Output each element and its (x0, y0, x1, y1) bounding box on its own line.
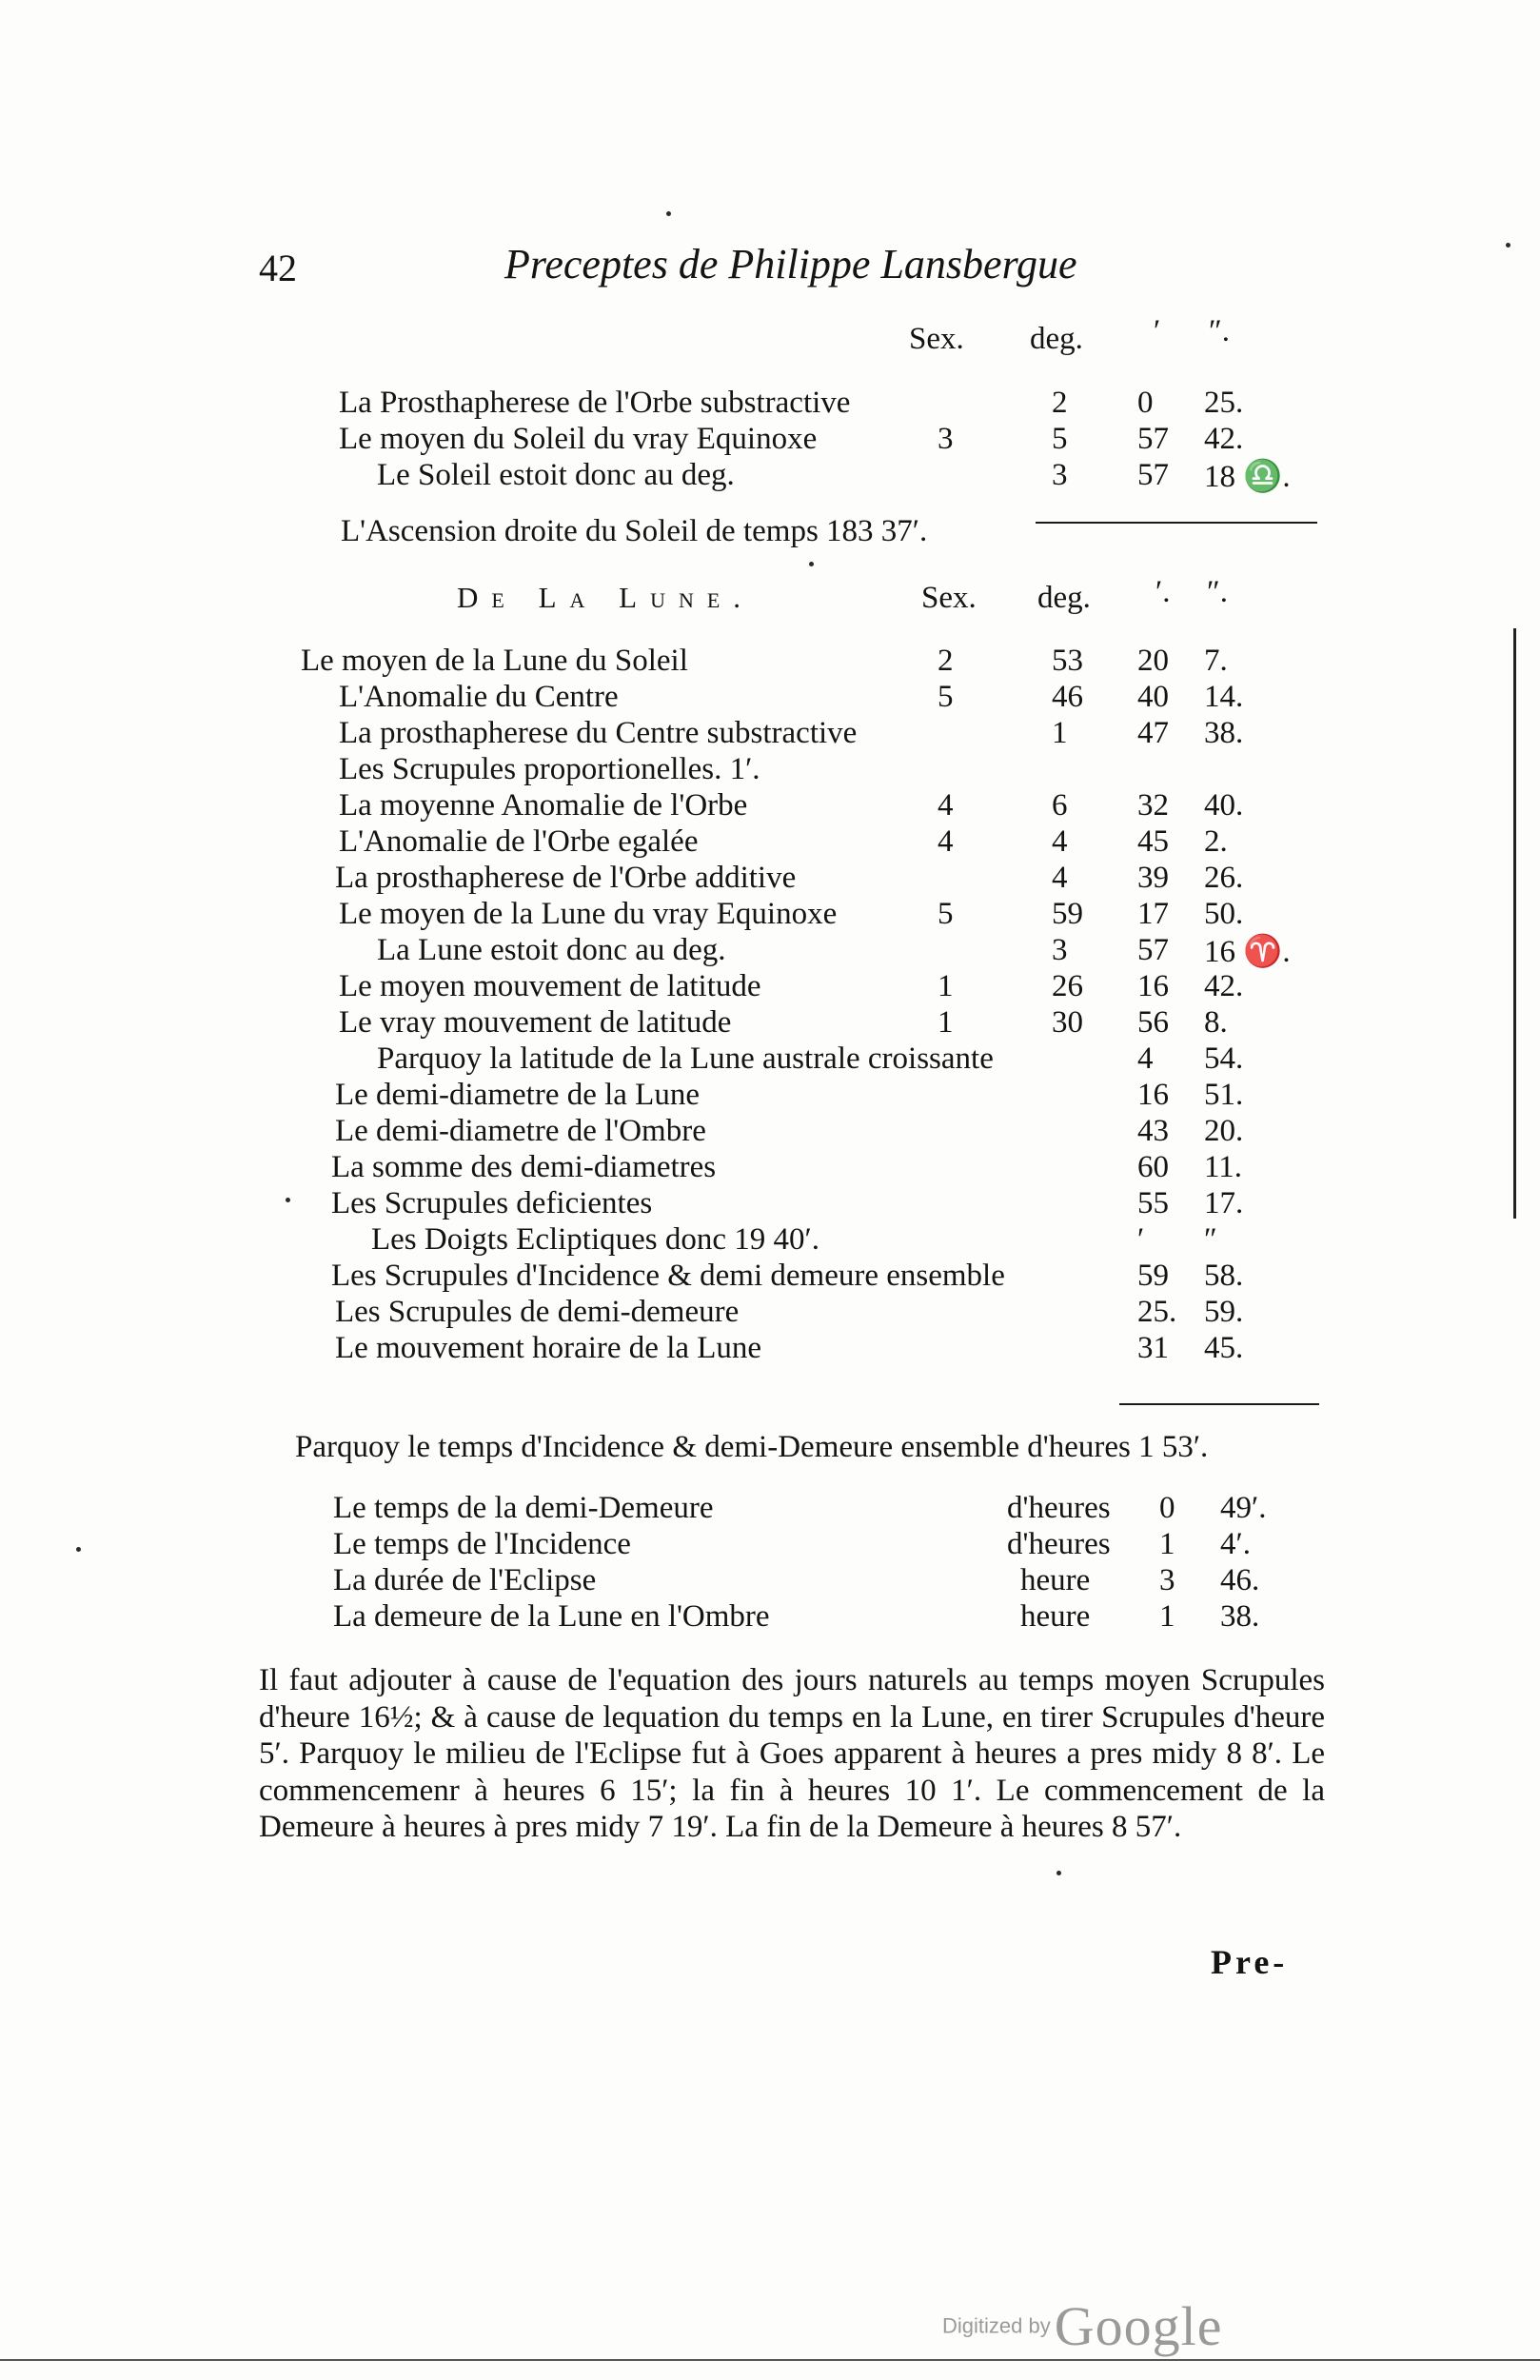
running-head: Preceptes de Philippe Lansbergue (504, 241, 1077, 288)
moon-row (0, 1041, 1540, 1078)
row-deg: 6 (1052, 788, 1068, 823)
row-min: 55 (1137, 1186, 1169, 1220)
row-deg: 3 (1052, 933, 1068, 967)
row-label: L'Anomalie du Centre (339, 680, 619, 714)
sun-row (0, 422, 1540, 458)
right-edge-line (1513, 628, 1516, 1219)
time-minutes: 49′. (1220, 1491, 1267, 1525)
row-label: Les Scrupules d'Incidence & demi demeure ensemble (331, 1259, 1005, 1293)
row-deg: 2 (1052, 386, 1068, 420)
time-unit: d'heures (1007, 1491, 1111, 1525)
row-deg: 46 (1052, 680, 1083, 714)
row-sec: 7. (1204, 644, 1228, 678)
row-label: Les Scrupules de demi-demeure (335, 1295, 740, 1329)
row-sex: 3 (938, 422, 954, 456)
sun-col-sec: ″. (1209, 314, 1230, 348)
row-sex: 1 (938, 1005, 954, 1040)
row-sec: 38. (1204, 716, 1244, 750)
time-minutes: 38. (1220, 1599, 1260, 1634)
time-label: Le temps de la demi-Demeure (333, 1491, 714, 1525)
row-min: 40 (1137, 680, 1169, 714)
moon-row (0, 1114, 1540, 1150)
row-deg: 53 (1052, 644, 1083, 678)
moon-row (0, 861, 1540, 897)
row-label: La moyenne Anomalie de l'Orbe (339, 788, 748, 823)
row-min: 39 (1137, 861, 1169, 895)
moon-row (0, 1005, 1540, 1041)
sun-col-sex: Sex. (909, 322, 964, 356)
time-hours: 1 (1159, 1599, 1175, 1634)
row-label: Le demi-diametre de l'Ombre (335, 1114, 706, 1148)
time-minutes: 4′. (1220, 1527, 1251, 1561)
row-sec: 8. (1204, 1005, 1228, 1040)
row-sec: 11. (1204, 1150, 1243, 1184)
time-label: La demeure de la Lune en l'Ombre (333, 1599, 770, 1634)
scan-speck (666, 211, 671, 216)
row-deg: 59 (1052, 897, 1083, 931)
moon-row (0, 1259, 1540, 1295)
time-label: Le temps de l'Incidence (333, 1527, 631, 1561)
row-deg: 1 (1052, 716, 1068, 750)
row-label: L'Anomalie de l'Orbe egalée (339, 824, 699, 859)
closing-paragraph: Il faut adjouter à cause de l'equation des jours naturels au temps moyen Scrupules d'heure 16½; & à cause de lequation du temps en la Lune, en tirer Scrupules d'heure 5′. Parquoy le milieu de l'Eclipse fut à Goes apparent à heures a pres midy 8 8′. Le commencemenr à heures 6 15′; la fin à heures 10 1′. Le commencement de la Demeure à heures à pres midy 7 19′. La fin de la Demeure à heures 8 57′. (259, 1663, 1325, 1844)
moon-row (0, 788, 1540, 824)
sun-row (0, 458, 1540, 494)
row-deg: 30 (1052, 1005, 1083, 1040)
sun-ascension: L'Ascension droite du Soleil de temps 183 37′. (341, 514, 928, 548)
time-hours: 3 (1159, 1563, 1175, 1597)
moon-row (0, 969, 1540, 1005)
row-min: 25. (1137, 1295, 1177, 1329)
row-sec: 54. (1204, 1041, 1244, 1076)
row-min: 17 (1137, 897, 1169, 931)
row-label: Le moyen mouvement de latitude (339, 969, 761, 1003)
row-min: 56 (1137, 1005, 1169, 1040)
row-min: ′ (1137, 1222, 1145, 1257)
scan-speck (76, 1547, 81, 1552)
row-sec: 40. (1204, 788, 1244, 823)
row-sec: 14. (1204, 680, 1244, 714)
row-label: Le vray mouvement de latitude (339, 1005, 732, 1040)
row-min: 20 (1137, 644, 1169, 678)
moon-col-sec: ″. (1207, 575, 1228, 609)
sun-row (0, 386, 1540, 422)
row-sex: 1 (938, 969, 954, 1003)
moon-col-sex: Sex. (921, 581, 977, 615)
moon-row (0, 1295, 1540, 1331)
row-sex: 5 (938, 680, 954, 714)
moon-col-deg: deg. (1037, 581, 1091, 615)
moon-row (0, 752, 1540, 788)
digitized-watermark (942, 2294, 1222, 2358)
row-label: Le mouvement horaire de la Lune (335, 1331, 762, 1365)
row-deg: 26 (1052, 969, 1083, 1003)
sun-col-deg: deg. (1030, 322, 1083, 356)
row-sec: 17. (1204, 1186, 1244, 1220)
row-label: Le moyen du Soleil du vray Equinoxe (339, 422, 818, 456)
row-sex: 4 (938, 788, 954, 823)
row-sec: 2. (1204, 824, 1228, 859)
scan-speck (809, 562, 814, 566)
row-sex: 4 (938, 824, 954, 859)
row-label: Parquoy la latitude de la Lune australe croissante (377, 1041, 994, 1076)
moon-row (0, 644, 1540, 680)
row-min: 16 (1137, 969, 1169, 1003)
row-label: La Prosthapherese de l'Orbe substractive (339, 386, 851, 420)
sun-total-rule (1036, 522, 1317, 524)
summary-line: Parquoy le temps d'Incidence & demi-Demeure ensemble d'heures 1 53′. (295, 1430, 1209, 1464)
row-label: La somme des demi-diametres (331, 1150, 717, 1184)
row-sec: 51. (1204, 1078, 1244, 1112)
catchword: Pre- (1211, 1943, 1289, 1981)
time-unit: heure (1020, 1563, 1091, 1597)
time-row (0, 1599, 1540, 1636)
time-hours: 1 (1159, 1527, 1175, 1561)
row-min: 4 (1137, 1041, 1154, 1076)
row-sec: 18 ♎. (1204, 460, 1291, 494)
moon-section-title: De La Lune. (457, 581, 755, 614)
time-unit: heure (1020, 1599, 1091, 1634)
row-min: 31 (1137, 1331, 1169, 1365)
row-min: 57 (1137, 933, 1169, 967)
scan-speck (286, 1198, 290, 1202)
moon-row (0, 1331, 1540, 1367)
row-deg: 3 (1052, 458, 1068, 492)
moon-row (0, 1078, 1540, 1114)
row-label: Les Doigts Ecliptiques donc 19 40′. (371, 1222, 819, 1257)
bottom-edge-line (0, 2359, 1540, 2361)
row-sec: 59. (1204, 1295, 1244, 1329)
row-min: 57 (1137, 422, 1169, 456)
row-label: Le demi-diametre de la Lune (335, 1078, 700, 1112)
row-min: 60 (1137, 1150, 1169, 1184)
row-deg: 4 (1052, 861, 1068, 895)
row-label: La prosthapherese du Centre substractive (339, 716, 858, 750)
row-sec: 58. (1204, 1259, 1244, 1293)
scan-speck (1056, 1871, 1061, 1875)
row-label: Les Scrupules proportionelles. 1′. (339, 752, 760, 786)
row-sec: 16 ♈. (1204, 935, 1291, 969)
row-sec: ″ (1204, 1222, 1217, 1257)
row-min: 59 (1137, 1259, 1169, 1293)
row-min: 45 (1137, 824, 1169, 859)
time-minutes: 46. (1220, 1563, 1260, 1597)
row-label: Le moyen de la Lune du Soleil (301, 644, 688, 678)
moon-row (0, 933, 1540, 969)
moon-row (0, 680, 1540, 716)
row-min: 43 (1137, 1114, 1169, 1148)
page-number: 42 (259, 247, 297, 289)
time-unit: d'heures (1007, 1527, 1111, 1561)
row-sec: 42. (1204, 969, 1244, 1003)
row-label: Le Soleil estoit donc au deg. (377, 458, 735, 492)
time-label: La durée de l'Eclipse (333, 1563, 597, 1597)
row-sec: 20. (1204, 1114, 1244, 1148)
row-sec: 42. (1204, 422, 1244, 456)
sun-col-min: ′ (1154, 314, 1161, 348)
time-row (0, 1491, 1540, 1527)
moon-row (0, 1150, 1540, 1186)
moon-row (0, 897, 1540, 933)
scan-speck (1506, 243, 1510, 248)
moon-row (0, 1222, 1540, 1259)
row-min: 0 (1137, 386, 1154, 420)
row-label: Le moyen de la Lune du vray Equinoxe (339, 897, 838, 931)
moon-total-rule (1119, 1403, 1319, 1405)
watermark-small-text: Digitized by (942, 2313, 1051, 2338)
row-deg: 5 (1052, 422, 1068, 456)
row-label: La Lune estoit donc au deg. (377, 933, 726, 967)
row-min: 57 (1137, 458, 1169, 492)
row-sec: 25. (1204, 386, 1244, 420)
moon-row (0, 1186, 1540, 1222)
row-min: 16 (1137, 1078, 1169, 1112)
row-sec: 26. (1204, 861, 1244, 895)
row-min: 47 (1137, 716, 1169, 750)
row-sex: 5 (938, 897, 954, 931)
moon-col-min: ′. (1155, 575, 1171, 609)
time-hours: 0 (1159, 1491, 1175, 1525)
moon-row (0, 716, 1540, 752)
row-label: Les Scrupules deficientes (331, 1186, 653, 1220)
time-row (0, 1563, 1540, 1599)
row-sec: 45. (1204, 1331, 1244, 1365)
row-sec: 50. (1204, 897, 1244, 931)
row-deg: 4 (1052, 824, 1068, 859)
row-sex: 2 (938, 644, 954, 678)
google-logo: Google (1054, 2295, 1223, 2357)
time-row (0, 1527, 1540, 1563)
row-label: La prosthapherese de l'Orbe additive (335, 861, 797, 895)
moon-row (0, 824, 1540, 861)
row-min: 32 (1137, 788, 1169, 823)
